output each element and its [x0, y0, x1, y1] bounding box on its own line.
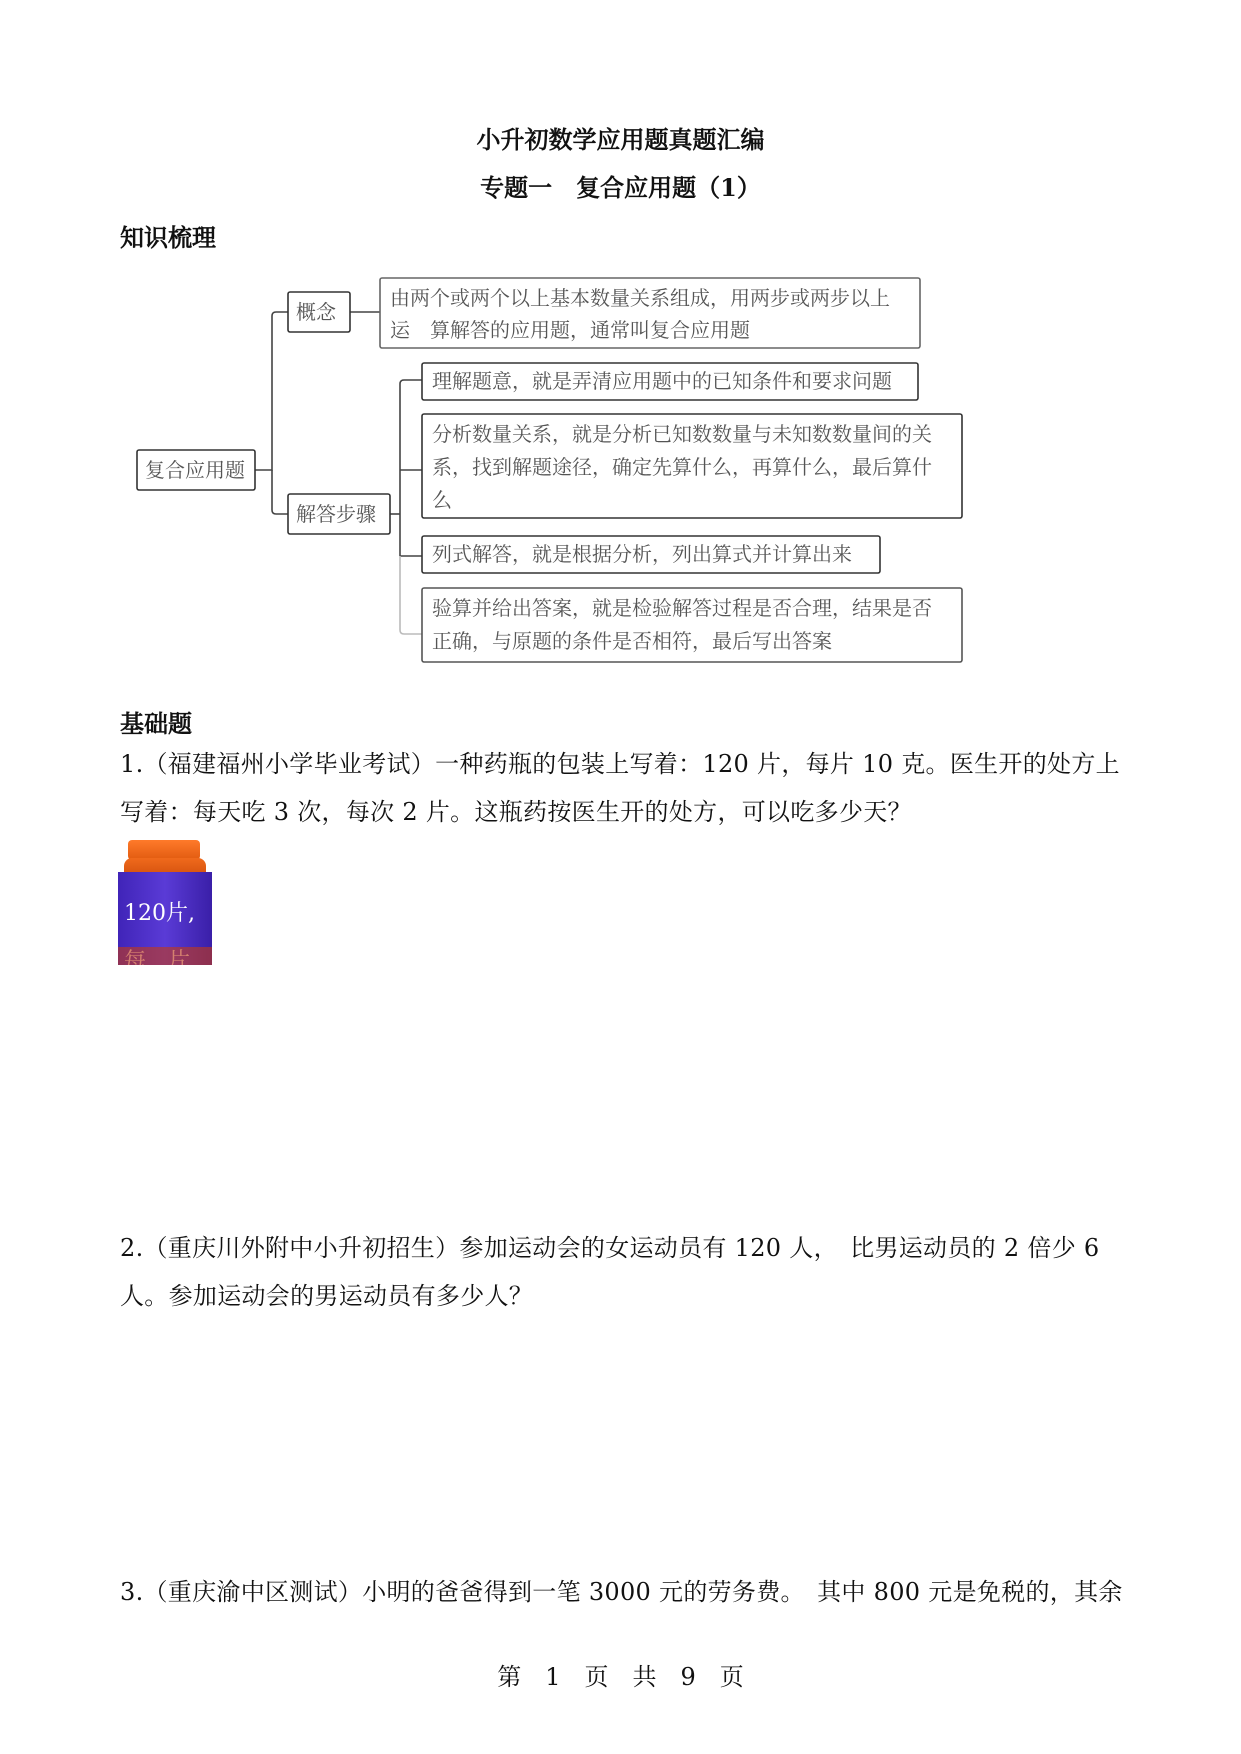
step-4-line-2: 正确，与原题的条件是否相符，最后写出答案: [432, 629, 832, 653]
medicine-bottle-image: [118, 840, 212, 965]
section-basic: 基础题: [120, 709, 192, 738]
bottle-cap: [128, 840, 200, 860]
step-3: 列式解答，就是根据分析，列出算式并计算出来: [432, 542, 852, 566]
document-subtitle: 专题一 复合应用题（1）: [480, 173, 761, 202]
step-2-line-1: 分析数量关系，就是分析已知数数量与未知数数量间的关: [432, 422, 932, 446]
bottle-label-line-1: 120片,: [124, 901, 195, 926]
document-title: 小升初数学应用题真题汇编: [476, 125, 765, 154]
question-3: 3.（重庆渝中区测试）小明的爸爸得到一笔 3000 元的劳务费。 其中 800 元是免税的，其余: [120, 1578, 1123, 1606]
question-2: 2.（重庆川外附中小升初招生）参加运动会的女运动员有 120 人， 比男运动员的 2 倍少 6 人。参加运动会的男运动员有多少人？: [120, 1234, 1100, 1310]
step-1: 理解题意，就是弄清应用题中的已知条件和要求问题: [432, 369, 892, 393]
concept-line-1: 由两个或两个以上基本数量关系组成，用两步或两步以上: [390, 286, 890, 310]
section-knowledge: 知识梳理: [120, 223, 216, 252]
mindmap-root: 复合应用题: [145, 458, 245, 482]
concept-line-2: 运 算解答的应用题，通常叫复合应用题: [390, 318, 750, 342]
step-2-line-2: 系，找到解题途径，确定先算什么，再算什么，最后算什: [432, 455, 932, 479]
step-4-line-1: 验算并给出答案，就是检验解答过程是否合理，结果是否: [432, 596, 932, 620]
question-1: 1.（福建福州小学毕业考试）一种药瓶的包装上写着：120 片，每片 10 克。医生开的处方上写着：每天吃 3 次，每次 2 片。这瓶药按医生开的处方，可以吃多少天？: [120, 750, 1120, 826]
page-footer: 第 1 页 共 9 页: [497, 1663, 744, 1691]
step-2-line-3: 么: [432, 488, 452, 512]
bottle-body: [118, 872, 212, 965]
mindmap-steps: 解答步骤: [296, 502, 376, 526]
bottle-shade: [118, 947, 212, 965]
mindmap-concept: 概念: [296, 300, 336, 324]
